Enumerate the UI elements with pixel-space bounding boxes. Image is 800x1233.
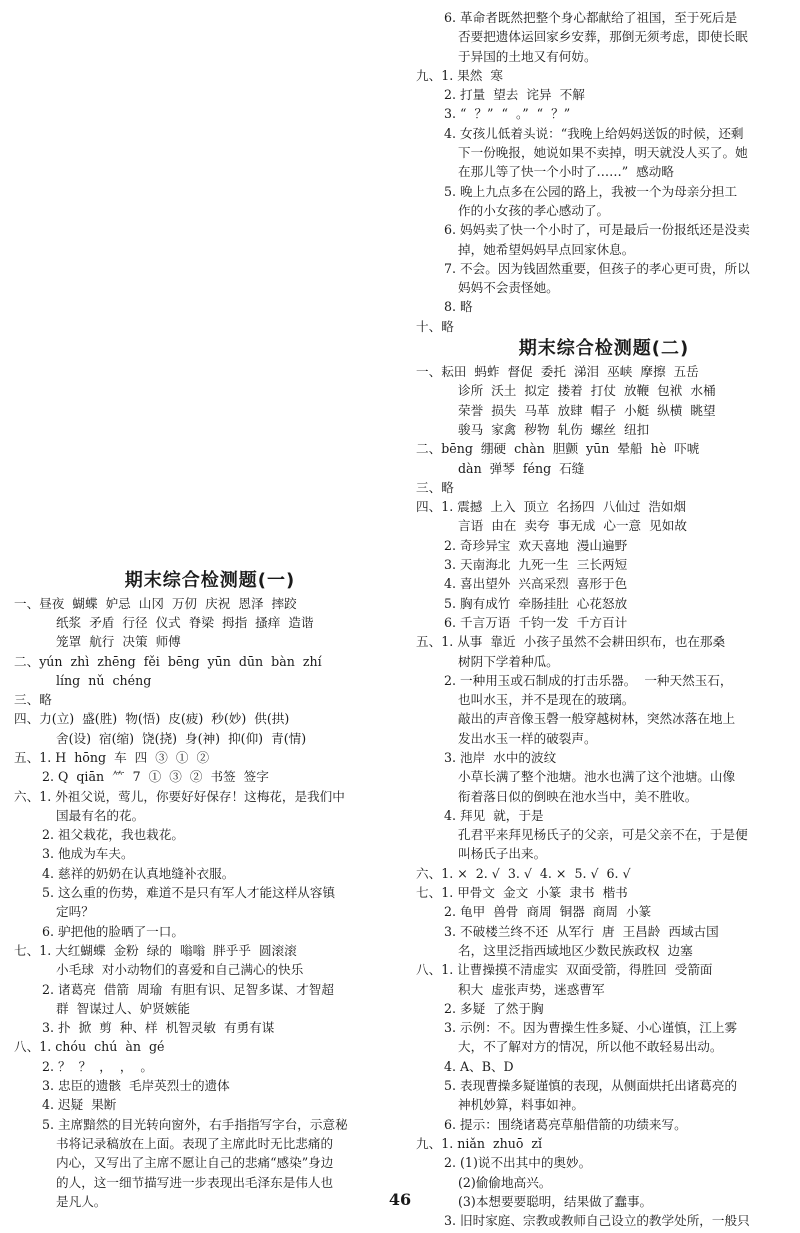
answer-line: 3. 天南海北 九死一生 三长两短 (444, 557, 628, 573)
section-title: 期末综合检测题(二) (518, 338, 690, 360)
answer-line: 于异国的土地又有何妨。 (458, 48, 597, 64)
answer-line: 4. 拜见 就，于是 (444, 807, 544, 823)
answer-line (14, 85, 406, 104)
answer-line: 2. 祖父栽花，我也栽花。 (42, 827, 184, 843)
answer-line: 国最有名的花。 (56, 807, 145, 823)
answer-line: 十、略 (416, 318, 454, 334)
answer-line: 下一份晚报，她说如果不卖掉，明天就没人买了。她 (458, 145, 748, 161)
answer-line: 5. 这么重的伤势，难道不是只有军人才能这样从容镇 (42, 885, 336, 901)
answer-line: 3. 旧时家庭、宗教或教师自己设立的教学处所，一般只 (444, 1213, 750, 1229)
answer-line: 3. 他成为车夫。 (42, 846, 134, 862)
answer-line: 否要把遗体运回家乡安葬，那倒无须考虑，即使长眠 (458, 29, 748, 45)
answer-line: 发出水玉一样的破裂声。 (458, 730, 597, 746)
answer-line: 六、1. 外祖父说，莺儿，你要好好保存！这梅花，是我们中 (14, 788, 345, 804)
answer-line (14, 124, 406, 143)
answer-line: 大，不了解对方的情况，所以他不敢轻易出动。 (458, 1039, 723, 1055)
answer-line: 4. 女孩儿低着头说：“我晚上给妈妈送饭的时候，还剩 (444, 125, 744, 141)
answer-line: 也叫水玉，并不是现在的玻璃。 (458, 692, 635, 708)
answer-line: 言语 由在 卖夸 事无成 心一意 见如故 (458, 518, 687, 534)
answer-line: 3. 池岸 水中的波纹 (444, 749, 557, 765)
answer-line: 荣誉 损失 马革 放肆 帽子 小艇 纵横 眺望 (458, 402, 716, 418)
answer-line: 神机妙算，料事如神。 (458, 1097, 584, 1113)
section-title: 期末综合检测题(一) (124, 569, 296, 591)
answer-line: 三、略 (416, 479, 454, 495)
answer-line (14, 240, 406, 259)
answer-line (14, 201, 406, 220)
answer-line: 敲出的声音像玉磬一般穿越树林，突然冰落在地上 (458, 711, 736, 727)
answer-line: 小草长满了整个池塘。池水也满了这个池塘。山像 (458, 769, 736, 785)
answer-line (14, 452, 406, 471)
answer-line (14, 259, 406, 278)
answer-line (14, 375, 406, 394)
answer-line: 4. 慈祥的奶奶在认真地缝补衣服。 (42, 865, 235, 881)
answer-line: 一、耘田 蚂蚱 督促 委托 涕泪 巫峡 摩擦 五岳 (416, 364, 699, 380)
answer-line: 妈妈不会责怪她。 (458, 280, 559, 296)
answer-line: 2. 打量 望去 诧异 不解 (444, 87, 585, 103)
answer-line (14, 27, 406, 46)
answer-line (14, 220, 406, 239)
answer-line (14, 490, 406, 509)
answer-line: (2)偷偷地高兴。 (458, 1174, 552, 1190)
answer-line: 3. 忠臣的遗骸 毛岸英烈士的遗体 (42, 1078, 230, 1094)
answer-line: 2. (1)说不出其中的奥妙。 (444, 1155, 592, 1171)
answer-line (14, 471, 406, 490)
answer-line: 叫杨氏子出来。 (458, 846, 547, 862)
answer-line: 5. 主席黯然的目光转向窗外，右手指指写字台，示意秘 (42, 1116, 348, 1132)
answer-line: dàn 弹琴 féng 石缝 (458, 460, 585, 476)
answer-line: 6. 驴把他的脸晒了一口。 (42, 923, 184, 939)
answer-line: 3. “ ？” “ 。” “ ？” (444, 106, 571, 122)
answer-line: 4. 喜出望外 兴高采烈 喜形于色 (444, 576, 628, 592)
answer-line (14, 47, 406, 66)
answer-line: 定吗？ (56, 904, 94, 920)
answer-line (14, 162, 406, 181)
answer-line: 积大 虚张声势，迷惑曹军 (458, 981, 605, 997)
answer-line: 作的小女孩的孝心感动了。 (458, 202, 610, 218)
answer-line: 诊所 沃土 拟定 搂着 打仗 放鞭 包袱 水桶 (458, 383, 716, 399)
answer-line: 2. 多疑 了然于胸 (444, 1000, 544, 1016)
answer-line (14, 317, 406, 336)
answer-line: 二、bēng 绷硬 chàn 胆颤 yūn 晕船 hè 吓唬 (416, 441, 700, 457)
answer-line: 3. 示例：不。因为曹操生性多疑、小心谨慎，江上雾 (444, 1020, 738, 1036)
answer-line: 七、1. 甲骨文 金文 小篆 隶书 楷书 (416, 885, 628, 901)
answer-line: 6. 革命者既然把整个身心都献给了祖国，至于死后是 (444, 10, 738, 25)
answer-line (14, 8, 406, 27)
answer-line: 2. 龟甲 兽骨 商周 铜器 商周 小篆 (444, 904, 652, 920)
answer-line: 内心，又写出了主席不愿让自己的悲痛“感染”身边 (56, 1155, 334, 1171)
answer-line (14, 278, 406, 297)
page-number: 46 (388, 1190, 412, 1209)
answer-line: 书将记录稿放在上面。表现了主席此时无比悲痛的 (56, 1135, 334, 1151)
answer-line (14, 433, 406, 452)
answer-line: 孔君平来拜见杨氏子的父亲，可是父亲不在，于是便 (458, 827, 748, 843)
answer-line: 纸浆 矛盾 行径 仪式 脊梁 拇指 搔痒 造谐 (56, 614, 314, 630)
answer-line: 掉，她希望妈妈早点回家休息。 (458, 241, 635, 257)
answer-line: 6. 千言万语 千钧一发 千方百计 (444, 614, 628, 630)
answer-line: 七、1. 大红蝴蝶 金粉 绿的 嗡嗡 胖乎乎 圆滚滚 (14, 942, 297, 958)
answer-line: 在那儿等了快一个小时了……” 感动略 (458, 164, 674, 180)
answer-line: 3. 扑 掀 剪 种、样 机智灵敏 有勇有谋 (42, 1020, 275, 1036)
answer-line (14, 143, 406, 162)
answer-line: 名，这里泛指西域地区少数民族政权 边塞 (458, 942, 693, 958)
answer-line (14, 297, 406, 316)
answer-line: (3)本想要要聪明，结果做了蠢事。 (458, 1193, 653, 1209)
answer-line: 2. Q qiān ⺮ 7 ① ③ ② 书签 签字 (42, 769, 269, 785)
answer-line: 8. 略 (444, 299, 473, 315)
answer-line: 6. 妈妈卖了快一个小时了，可是最后一份报纸还是没卖 (444, 222, 750, 238)
answer-line: 5. 晚上九点多在公园的路上，我被一个为母亲分担工 (444, 183, 738, 199)
answer-line: 小毛球 对小动物们的喜爱和自己满心的快乐 (56, 962, 304, 978)
answer-line: 7. 不会。因为钱固然重要，但孩子的孝心更可贵，所以 (444, 260, 750, 276)
answer-line: 二、yún zhì zhēng fěi bēng yūn dūn bàn zhí (14, 653, 322, 669)
answer-line: 八、1. 让曹操摸不清虚实 双面受箭，得胜回 受箭面 (416, 962, 713, 978)
answer-line: 六、1. × 2. √ 3. √ 4. × 5. √ 6. √ (416, 865, 631, 881)
answer-line: 四、1. 震撼 上入 顶立 名扬四 八仙过 浩如烟 (416, 499, 687, 515)
answer-line (14, 182, 406, 201)
answer-line: 的人，这一细节描写进一步表现出毛泽东是伟人也 (56, 1174, 334, 1190)
answer-line: 树阴下学着种瓜。 (458, 653, 559, 669)
answer-line: 3. 不破楼兰终不还 从军行 唐 王昌龄 西域古国 (444, 923, 719, 939)
answer-line: 4. 迟疑 果断 (42, 1097, 117, 1113)
answer-line: 笼罩 航行 决策 师傅 (56, 634, 181, 650)
answer-line (14, 355, 406, 374)
answer-line: 群 智谋过人、妒贤嫉能 (56, 1000, 190, 1016)
right-column (416, 8, 792, 1230)
answer-line (14, 413, 406, 432)
answer-line (14, 104, 406, 123)
answer-line: 6. 提示：围绕诸葛亮草船借箭的功绩来写。 (444, 1116, 687, 1132)
answer-line (14, 548, 406, 567)
answer-line: 九、1. niǎn zhuō zǐ (416, 1135, 543, 1151)
answer-line: 三、略 (14, 692, 52, 708)
answer-line: 5. 表现曹操多疑谨慎的表现，从侧面烘托出诸葛亮的 (444, 1078, 738, 1094)
answer-line: 舍(设) 宿(缩) 饶(挠) 身(神) 抑(仰) 青(情) (56, 730, 307, 746)
answer-line: 2. 一种用玉或石制成的打击乐器。 一种天然玉石， (444, 672, 733, 688)
answer-line (14, 336, 406, 355)
answer-line: 骏马 家禽 秽物 轧伤 螺丝 纽扣 (458, 421, 650, 437)
left-column (14, 8, 406, 1211)
answer-line: 5. 胸有成竹 牵肠挂肚 心花怒放 (444, 595, 628, 611)
answer-line: 九、1. 果然 寒 (416, 67, 503, 83)
answer-line: 一、昼夜 蝴蝶 妒忌 山冈 万仞 庆祝 恩泽 摔跤 (14, 595, 297, 611)
answer-line: 五、1. H hōng 车 四 ③ ① ② (14, 749, 210, 765)
answer-line (14, 394, 406, 413)
answer-line: 2. 奇珍异宝 欢天喜地 漫山遍野 (444, 537, 628, 553)
answer-line (14, 510, 406, 529)
answer-line: 八、1. chóu chú àn gé (14, 1039, 165, 1055)
answer-line: líng nǔ chéng (56, 672, 152, 688)
answer-line: 2. 诸葛亮 借箭 周瑜 有胆有识、足智多谋、才智超 (42, 981, 334, 997)
answer-line: 衔着落日似的倒映在池水当中，美不胜收。 (458, 788, 698, 804)
answer-line: 五、1. 从事 靠近 小孩子虽然不会耕田织布，也在那桑 (416, 634, 726, 650)
answer-line: 4. A、B、D (444, 1058, 514, 1074)
answer-line (14, 66, 406, 85)
answer-line (14, 529, 406, 548)
answer-line: 四、力(立) 盛(胜) 物(悟) 皮(疲) 秒(妙) 供(拱) (14, 711, 290, 727)
answer-line: 是凡人。 (56, 1193, 107, 1209)
answer-line: 2. ？ ？ ， ， 。 (42, 1058, 154, 1074)
